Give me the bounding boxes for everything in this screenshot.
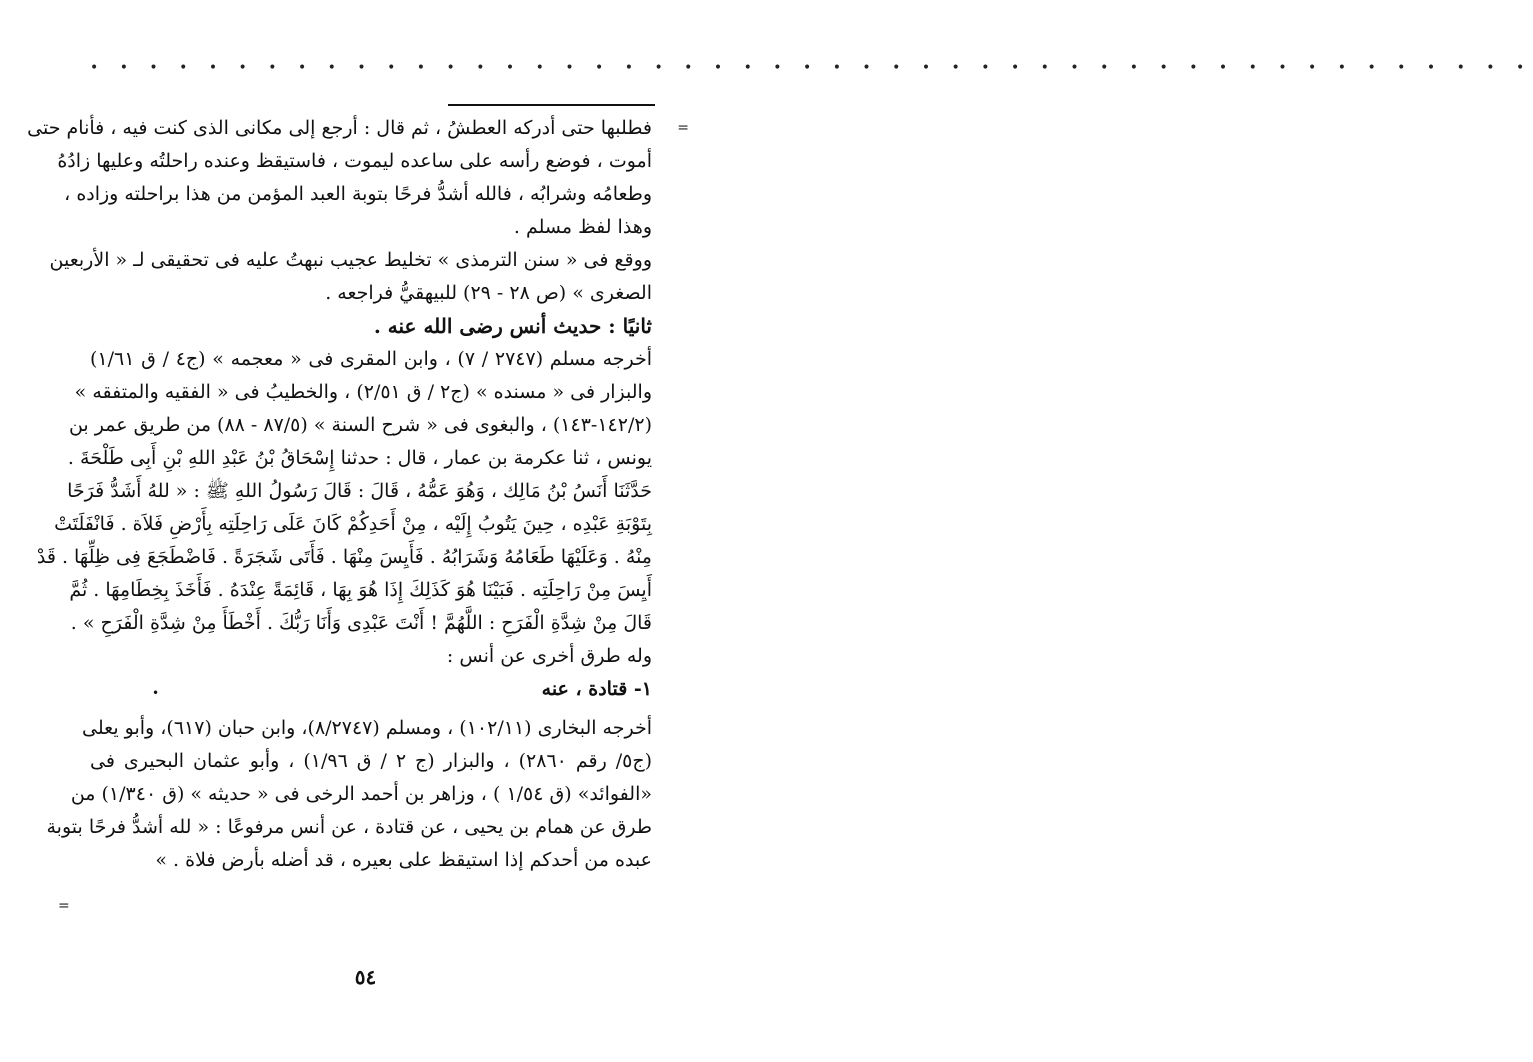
text-line: أخرجه البخارى (١٠٢/١١) ، ومسلم (٨/٢٧٤٧)، وابن حبان (٦١٧)، وأبو يعلى	[82, 717, 652, 739]
section-body	[36, 343, 653, 673]
text-line: وطعامُه وشرابُه ، فالله أشدُّ فرحًا بتوبة العبد المؤمن من هذا براحلته وزاده ،	[64, 183, 652, 205]
hadith-line: بِتَوْبَةِ عَبْدِه ، حِينَ يَتُوبُ إِلَيْه ، مِنْ أَحَدِكُمْ كَانَ عَلَى رَاحِلَتِه بِأَرْضِ فَلاَة . فَانْفَلَتَتْ	[54, 513, 652, 535]
text-line: (ج٥/ رقم ٢٨٦٠) ، والبزار (ج ٢ / ق ١/٩٦) ، وأبو عثمان البحيرى فى	[90, 750, 653, 772]
text-line: وله طرق أخرى عن أنس :	[446, 645, 652, 667]
text-line: وهذا لفظ مسلم .	[513, 216, 652, 238]
text-line: ووقع فى « سنن الترمذى » تخليط عجيب نبهتُ عليه فى تحقيقى لـ « الأربعين	[49, 249, 652, 271]
text-line: «الفوائد» (ق ١/٥٤ ) ، وزاهر بن أحمد الرخى فى « حديثه » (ق ١/٣٤٠) من	[70, 783, 652, 805]
page-number: ٥٤	[354, 965, 377, 989]
text-line: الصغرى » (ص ٢٨ - ٢٩) للبيهقيُّ فراجعه .	[325, 282, 652, 304]
paragraph-1	[27, 112, 652, 244]
text-line: (١٤٢/٢-١٤٣) ، والبغوى فى « شرح السنة » (٨٧/٥ - ٨٨) من طريق عمر بن	[68, 414, 652, 436]
text-line: طرق عن همام بن يحيى ، عن قتادة ، عن أنس مرفوعًا : « لله أشدُّ فرحًا بتوبة	[46, 816, 652, 838]
hadith-line: قَالَ مِنْ شِدَّةِ الْفَرَحِ : اللَّهُمَّ ! أَنْتَ عَبْدِى وَأَنَا رَبُّكَ . أَخْطَأَ مِنْ شِدَّةِ الْفَرَحِ » .	[70, 612, 652, 634]
text-line: أموت ، فوضع رأسه على ساعده ليموت ، فاستيقظ وعنده راحلتُه وعليها زادُهُ	[57, 150, 652, 172]
header-rule	[448, 104, 655, 106]
header-dotted-line: • • • • • • • • • • • • • • • • • • • • • • • • • • • • • • • • • • • • • • • • • • • • • • • • •	[90, 60, 1533, 76]
text-line: يونس ، ثنا عكرمة بن عمار ، قال : حدثنا إِسْحَاقُ بْنُ عَبْدِ اللهِ بْنِ أَبِى طَلْحَةَ .	[67, 447, 652, 469]
hadith-line: مِنْهُ . وَعَلَيْهَا طَعَامُهُ وَشَرَابُهُ . فَأَيِسَ مِنْهَا . فَأَتَى شَجَرَةً . فَاضْطَجَعَ فِى ظِلِّهَا . قَدْ	[36, 546, 652, 568]
hadith-line: أَيِسَ مِنْ رَاحِلَتِه . فَبَيْنَا هُوَ كَذَلِكَ إِذَا هُوَ بِهَا ، قَائِمَةً عِنْدَهُ . فَأَخَذَ بِخِطَامِهَا . ثُمَّ	[69, 579, 652, 601]
text-line: أخرجه مسلم (٢٧٤٧ / ٧) ، وابن المقرى فى « معجمه » (ج٤ / ق ١/٦١)	[90, 348, 653, 370]
margin-mark-bottom: =	[58, 898, 70, 914]
page-body	[27, 112, 653, 877]
sub-body	[46, 712, 653, 877]
section-heading: ثانيًا : حديث أنس رضى الله عنه .	[373, 314, 652, 338]
margin-mark-top: =	[677, 120, 689, 136]
text-line: فطلبها حتى أدركه العطشُ ، ثم قال : أرجع إلى مكانى الذى كنت فيه ، فأنام حتى	[27, 117, 652, 139]
subheading: ١- قتادة ، عنه	[541, 678, 652, 700]
paragraph-2	[49, 244, 652, 310]
text-line: عبده من أحدكم إذا استيقظ على بعيره ، قد أضله بأرض فلاة . »	[155, 849, 652, 871]
hadith-line: حَدَّثَنَا أَنَسُ بْنُ مَالِك ، وَهُوَ عَمُّهُ ، قَالَ : قَالَ رَسُولُ اللهِ ﷺ : « للهُ أَشَدُّ فَرَحًا	[67, 480, 652, 502]
text-line: والبزار فى « مسنده » (ج٢ / ق ٢/٥١) ، والخطيبُ فى « الفقيه والمتفقه »	[74, 381, 652, 403]
stray-dot: •	[152, 686, 160, 700]
